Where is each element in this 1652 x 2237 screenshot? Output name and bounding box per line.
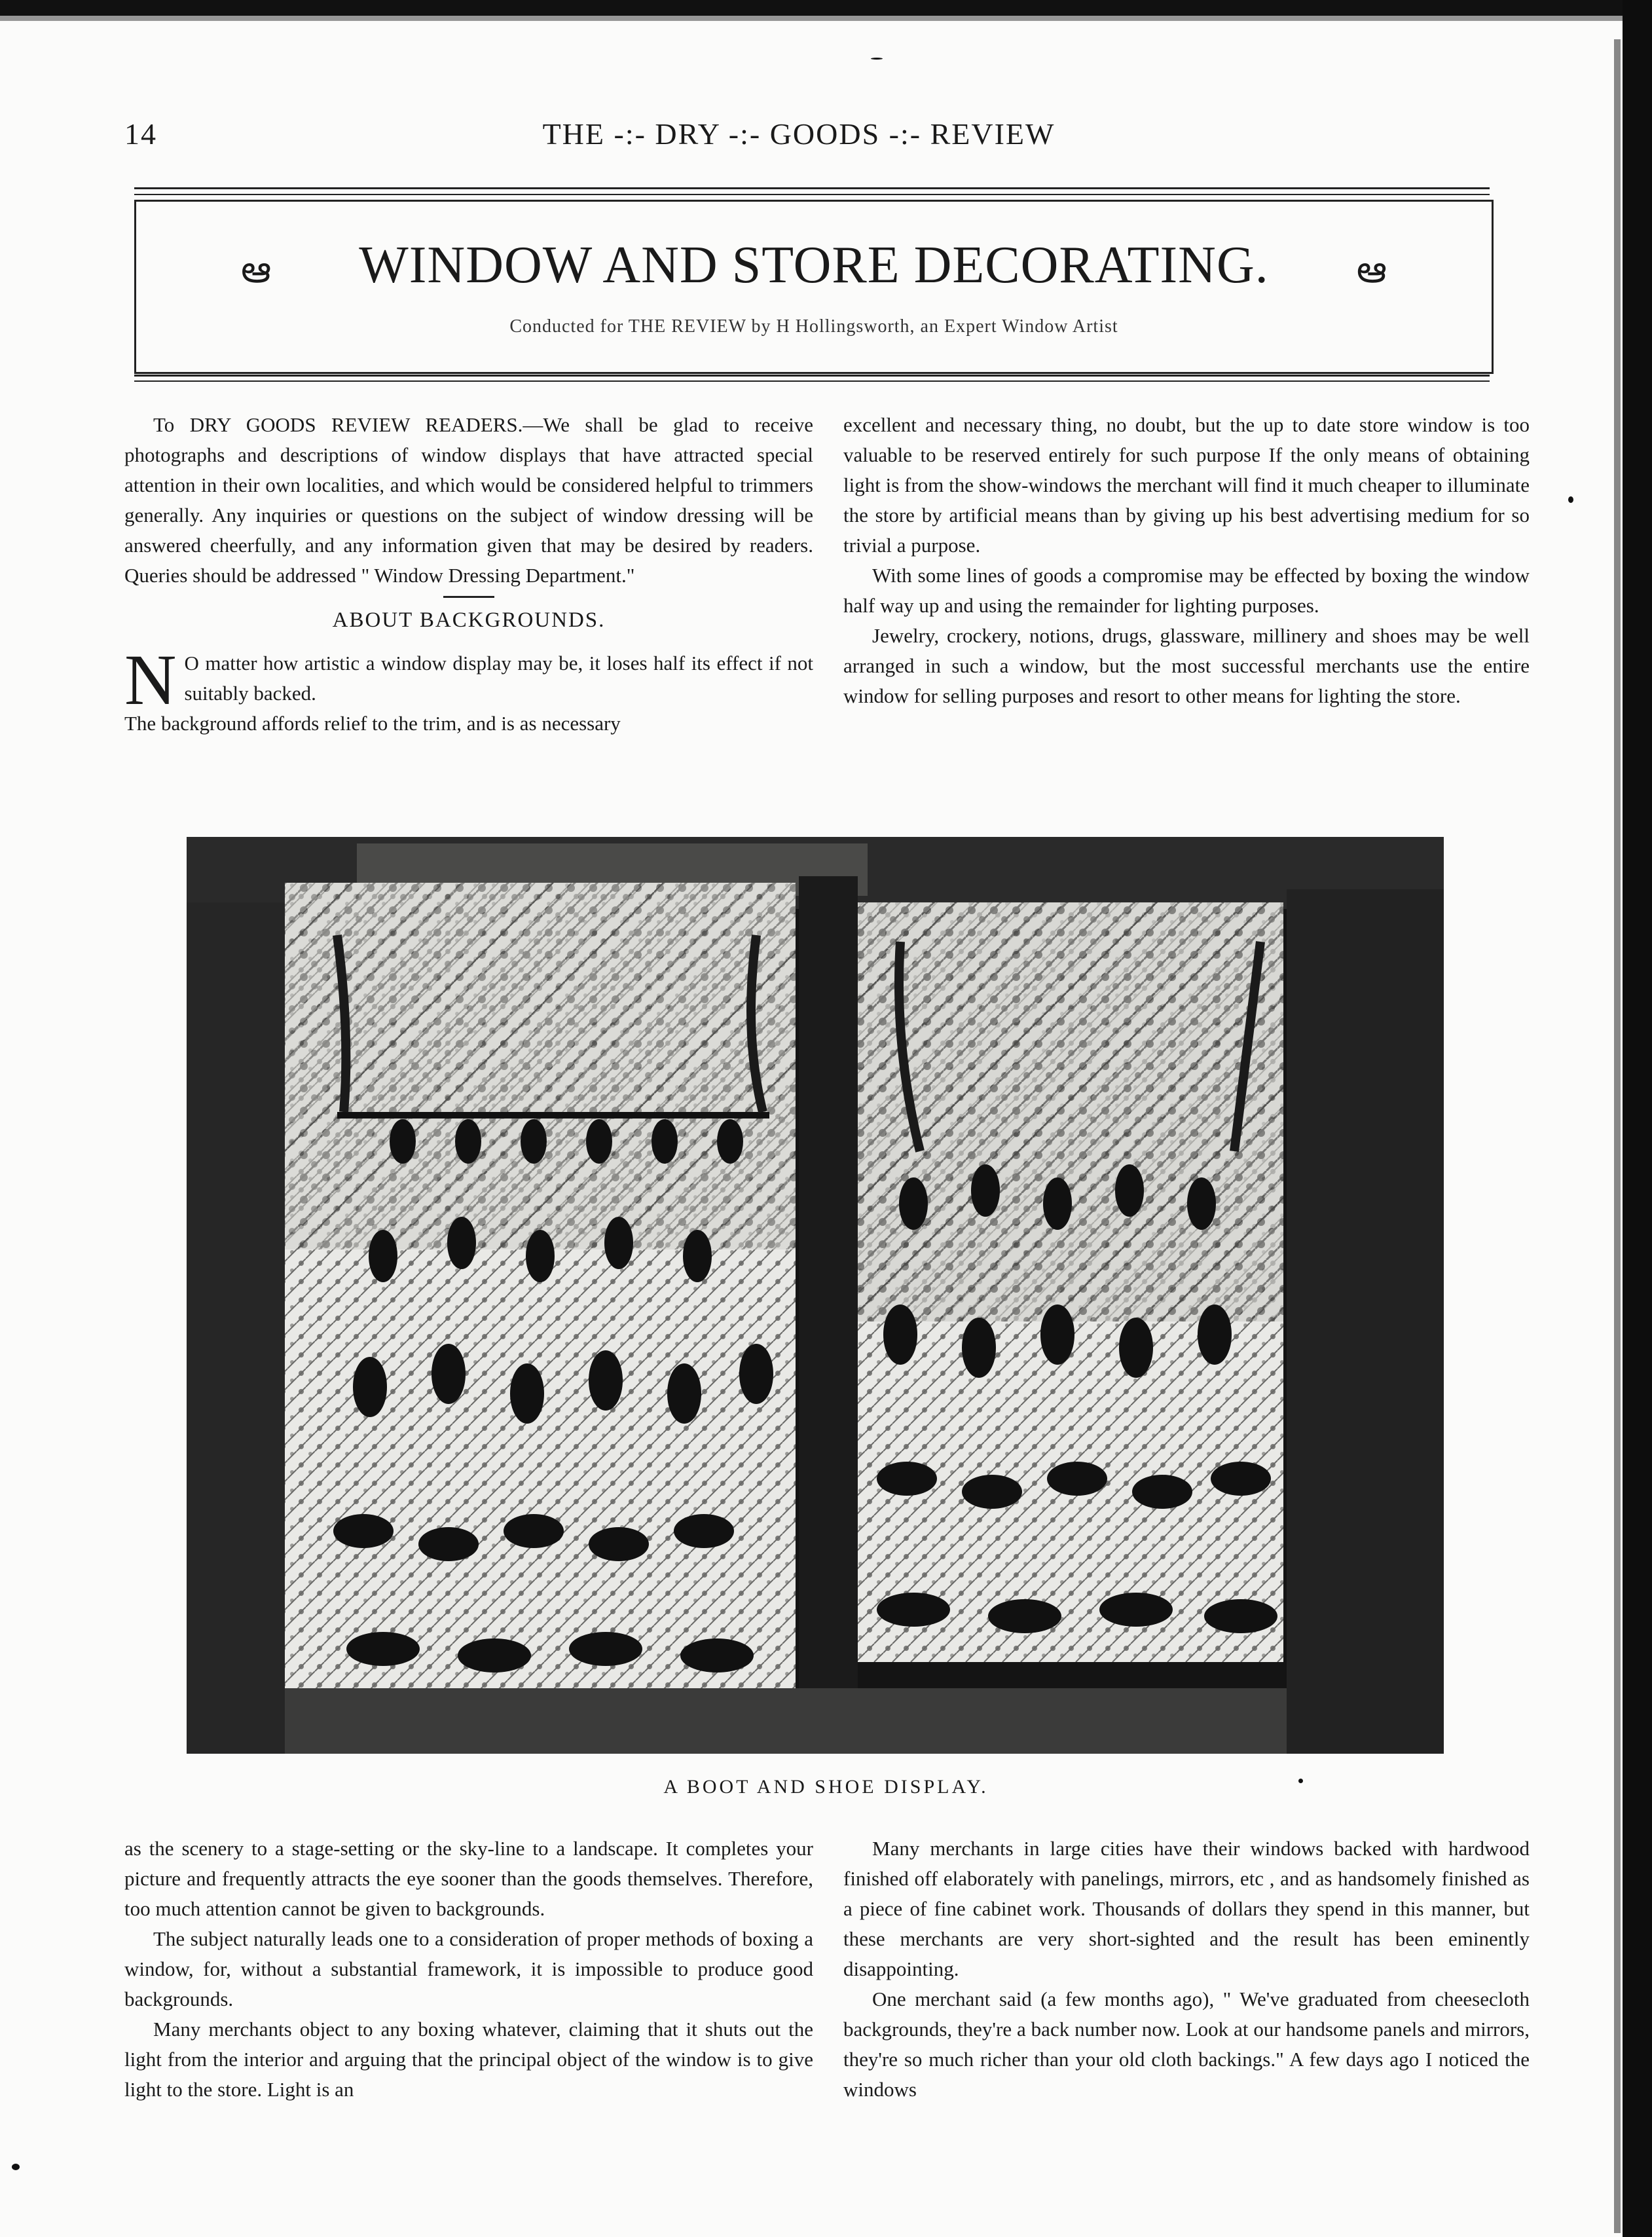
opening-paragraph-text: O matter how artistic a window display may be, it loses half its effect if not suitably backed. <box>184 652 813 705</box>
head-rule-top <box>134 187 1490 189</box>
page-number: 14 <box>124 117 157 151</box>
background-paragraph: The background affords relief to the trim, and is as necessary <box>124 712 621 735</box>
opening-paragraph <box>124 640 813 720</box>
scan-speck <box>1568 496 1573 503</box>
scan-speck <box>12 2164 20 2170</box>
subhead-about-backgrounds: ABOUT BACKGROUNDS. <box>124 605 813 635</box>
display-photo-illustration <box>187 837 1444 1754</box>
ornament-right-icon: ఆ <box>1356 248 1387 291</box>
scan-top-edge <box>0 0 1652 16</box>
drop-cap: N <box>124 640 177 720</box>
paragraph-store-window: excellent and necessary thing, no doubt, but the up to date store window is too valuable to be reserved entirely for such purpose If the only means of obtaining light is from the show-windows the merchant will find it much cheaper to illuminate the store by artificial means than by giving up his best advertising medium for so trivial a purpose. <box>843 413 1530 557</box>
scan-top-edge-shadow <box>0 16 1652 21</box>
column-top-left <box>124 410 813 739</box>
ornament-left-icon: ఆ <box>241 248 272 291</box>
paragraph-object-boxing: Many merchants object to any boxing whatever, claiming that it shuts out the light from the interior and arguing that the principal object of the window is to give light to the store. Light is an <box>124 2018 813 2101</box>
paragraph-hardwood: Many merchants in large cities have their windows backed with hardwood finished off elaborately with panelings, mirrors, etc , and as handsomely finished as a piece of fine cabinet work. Thousands of dollars they spend in this manner, but these merchants are very short-sighted and the result has been eminently disappointing. <box>843 1837 1530 1980</box>
photo-caption: A BOOT AND SHOE DISPLAY. <box>663 1776 989 1798</box>
scan-speck <box>871 58 883 60</box>
section-header-box <box>134 200 1494 374</box>
paragraph-boxing: The subject naturally leads one to a consideration of proper methods of boxing a window, for, without a substantial framework, it is impossible to produce good backgrounds. <box>124 1927 813 2010</box>
paragraph-jewelry: Jewelry, crockery, notions, drugs, glassware, millinery and shoes may be well arranged in such a window, but the most successful merchants use the entire window for selling purposes and resort to other means for lighting the store. <box>843 624 1530 707</box>
scan-right-edge-shadow <box>1614 39 1621 2233</box>
scan-right-edge <box>1623 0 1652 2237</box>
head-rule-bottom-thin <box>134 380 1490 382</box>
intro-paragraph: To DRY GOODS REVIEW READERS.—We shall be glad to receive photographs and descriptions of window displays that have attracted special attention in their own localities, and which would be considered helpful to trimmers generally. Any inquiries or questions on the subject of window dressing will be answered cheerfully, and any information given that may be desired by readers. Queries should be addressed " Window Dressing Department." <box>124 413 813 587</box>
section-headline: WINDOW AND STORE DECORATING. <box>359 236 1269 294</box>
paragraph-cheesecloth: One merchant said (a few months ago), " We've graduated from cheesecloth backgrounds, they're a back number now. Look at our handsome panels and mirrors, they're so much richer than your old cloth backings." A few days ago I noticed the windows <box>843 1987 1530 2101</box>
column-bottom-right <box>843 1834 1530 2105</box>
section-byline: Conducted for THE REVIEW by H Hollingsworth, an Expert Window Artist <box>509 316 1118 337</box>
head-rule-top-thin <box>134 194 1490 195</box>
boot-shoe-display-photo <box>187 837 1444 1754</box>
column-bottom-left <box>124 1834 813 2105</box>
paragraph-scenery: as the scenery to a stage-setting or the sky-line to a landscape. It completes your picture and frequently attracts the eye sooner than the goods themselves. Therefore, too much attention cannot be given to backgrounds. <box>124 1837 813 1920</box>
publication-title: THE -:- DRY -:- GOODS -:- REVIEW <box>542 117 1055 151</box>
head-rule-bottom <box>134 375 1490 377</box>
running-head <box>124 117 1473 162</box>
paragraph-compromise: With some lines of goods a compromise may be effected by boxing the window half way up and using the remainder for lighting purposes. <box>843 564 1530 617</box>
scan-speck <box>1298 1779 1303 1783</box>
column-top-right <box>843 410 1530 711</box>
